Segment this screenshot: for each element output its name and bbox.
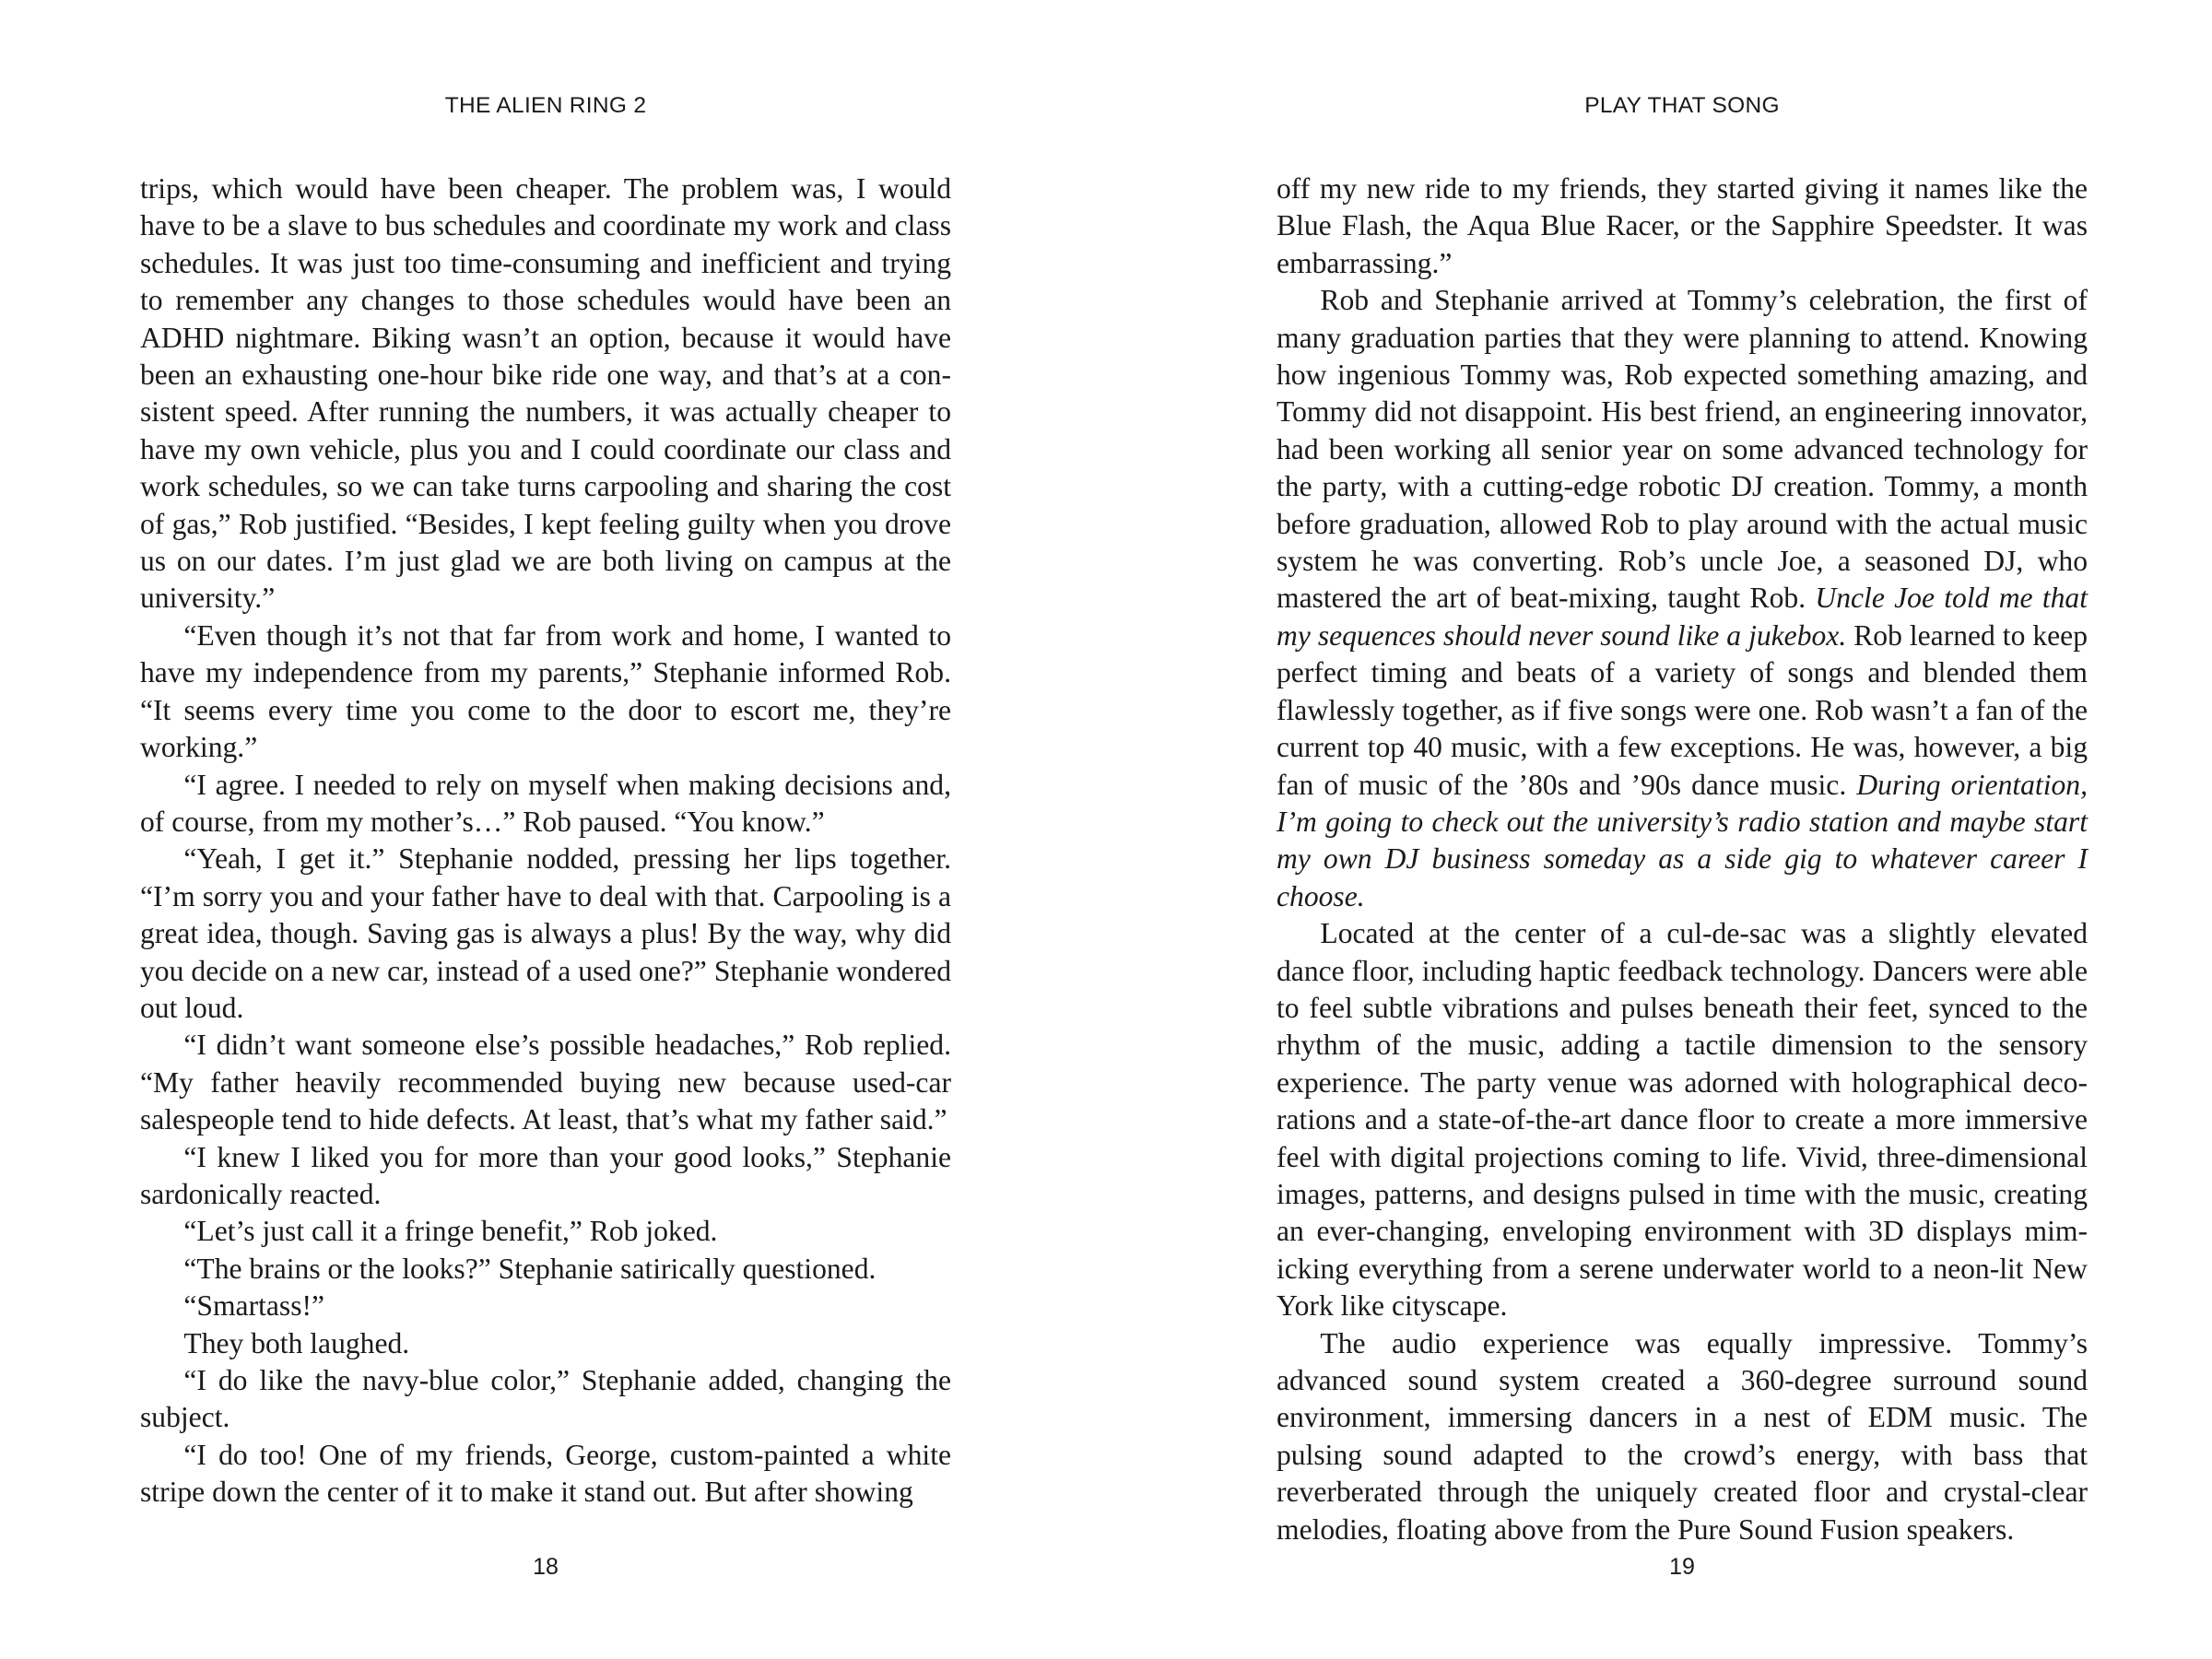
paragraph: off my new ride to my friends, they started giving it names like the Blue Flash, the Aqua Blue Racer, or the Sapphire Speedster. It was embarrassing.” — [1277, 172, 2088, 279]
paragraph: “The brains or the looks?” Stephanie satirically questioned. — [183, 1252, 877, 1285]
paragraph — [1277, 282, 2088, 915]
paragraph: They both laughed. — [183, 1326, 410, 1359]
page-number-left: 18 — [533, 1554, 559, 1580]
paragraph: “I knew I liked you for more than your good looks,” Stephanie sardonically reacted. — [140, 1140, 951, 1210]
body-text-left — [140, 171, 951, 1512]
paragraph: “Yeah, I get it.” Stephanie nodded, pressing her lips together. “I’m sorry you and your father have to deal with that. Carpooling is a great idea, though. Saving gas is always a plus! By the way, why did you decide on a new car, instead of a used one?” Stephanie wondered out loud. — [140, 842, 951, 1024]
paragraph: “I do too! One of my friends, George, custom-painted a white stripe down the center of it to make it stand out. But after showing — [140, 1438, 951, 1509]
body-text-right — [1277, 171, 2088, 1548]
paragraph: trips, which would have been cheaper. The problem was, I would have to be a slave to bus schedules and coordinate my work and class schedules. It was just too time-consuming and inefficient and trying to remember any changes to those schedules would have been an ADHD nightmare. Biking wasn’t an option, because it would have been an exhausting one-hour bike ride one way, and that’s at a consistent speed. After running the numbers, it was actually cheaper to have my own vehicle, plus you and I could coordinate our class and work schedules, so we can take turns carpooling and sharing the cost of gas,” Rob justified. “Besides, I kept feeling guilty when you drove us on our dates. I’m just glad we are both living on campus at the university.” — [140, 172, 951, 615]
paragraph: “Let’s just call it a fringe benefit,” Rob joked. — [183, 1215, 718, 1248]
paragraph: “I do like the navy-blue color,” Stephanie added, changing the subject. — [140, 1364, 951, 1434]
paragraph: “Smartass!” — [183, 1289, 325, 1323]
paragraph: “I agree. I needed to rely on myself when making decisions and, of course, from my mother’s…” Rob paused. “You know.” — [140, 768, 951, 838]
page-number-right: 19 — [1669, 1554, 1695, 1580]
italic-thought: During orientation, I’m going to check out the university’s radio station and maybe start my own DJ business someday as a side gig to whatever career I choose. — [1277, 768, 2088, 912]
italic-thought: Uncle Joe told me that my sequences should never sound like a jukebox. — [1277, 582, 2088, 652]
right-page — [1106, 0, 2212, 1659]
text-run: Rob learned to keep perfect timing and beats of a variety of songs and blended them flawlessly together, as if five songs were one. Rob wasn’t a fan of the current top 40 music, with a few exceptions. He was, however, a big fan of music of the ’80s and ’90s dance music. — [1277, 618, 2088, 801]
paragraph: “I didn’t want someone else’s possible headaches,” Rob replied. “My father heavily recommended buying new because used-car salespeople tend to hide defects. At least, that’s what my father said.” — [140, 1029, 951, 1136]
text-run: Rob and Stephanie arrived at Tommy’s celebration, the first of many graduation parties that they were planning to attend. Knowing how ingenious Tommy was, Rob expected something amazing, and Tommy did not disappoint. His best friend, an engineering innovator, had been working all senior year on some advanced technology for the party, with a cutting-edge robotic DJ creation. Tommy, a month before graduation, allowed Rob to play around with the actual music system he was converting. Rob’s uncle Joe, a seasoned DJ, who mastered the art of beat-mixing, taught Rob. — [1277, 284, 2088, 615]
running-head-left: THE ALIEN RING 2 — [444, 93, 647, 118]
running-head-right: PLAY THAT SONG — [1584, 93, 1780, 118]
paragraph: Located at the center of a cul-de-sac was a slightly elevated dance floor, including haptic feedback technology. Dancers were able to feel subtle vibrations and pulses beneath their feet, synced to the rhythm of the music, adding a tactile dimension to the sensory experience. The party venue was adorned with holographical decorations and a state-of-the-art dance floor to create a more immersive feel with digital projections coming to life. Vivid, three-dimensional images, patterns, and designs pulsed in time with the music, creating an ever-changing, enveloping environment with 3D displays mimicking everything from a serene underwater world to a neon-lit New York like cityscape. — [1277, 917, 2088, 1323]
paragraph: “Even though it’s not that far from work and home, I wanted to have my independence from my parents,” Stephanie informed Rob. “It seems every time you come to the door to escort me, they’re working.” — [140, 618, 951, 764]
paragraph: The audio experience was equally impressive. Tommy’s advanced sound system created a 360-degree surround sound environment, immersing dancers in a nest of EDM music. The pulsing sound adapted to the crowd’s energy, with bass that reverberated through the uniquely created floor and crystal-clear melodies, floating above from the Pure Sound Fusion speakers. — [1277, 1326, 2088, 1546]
